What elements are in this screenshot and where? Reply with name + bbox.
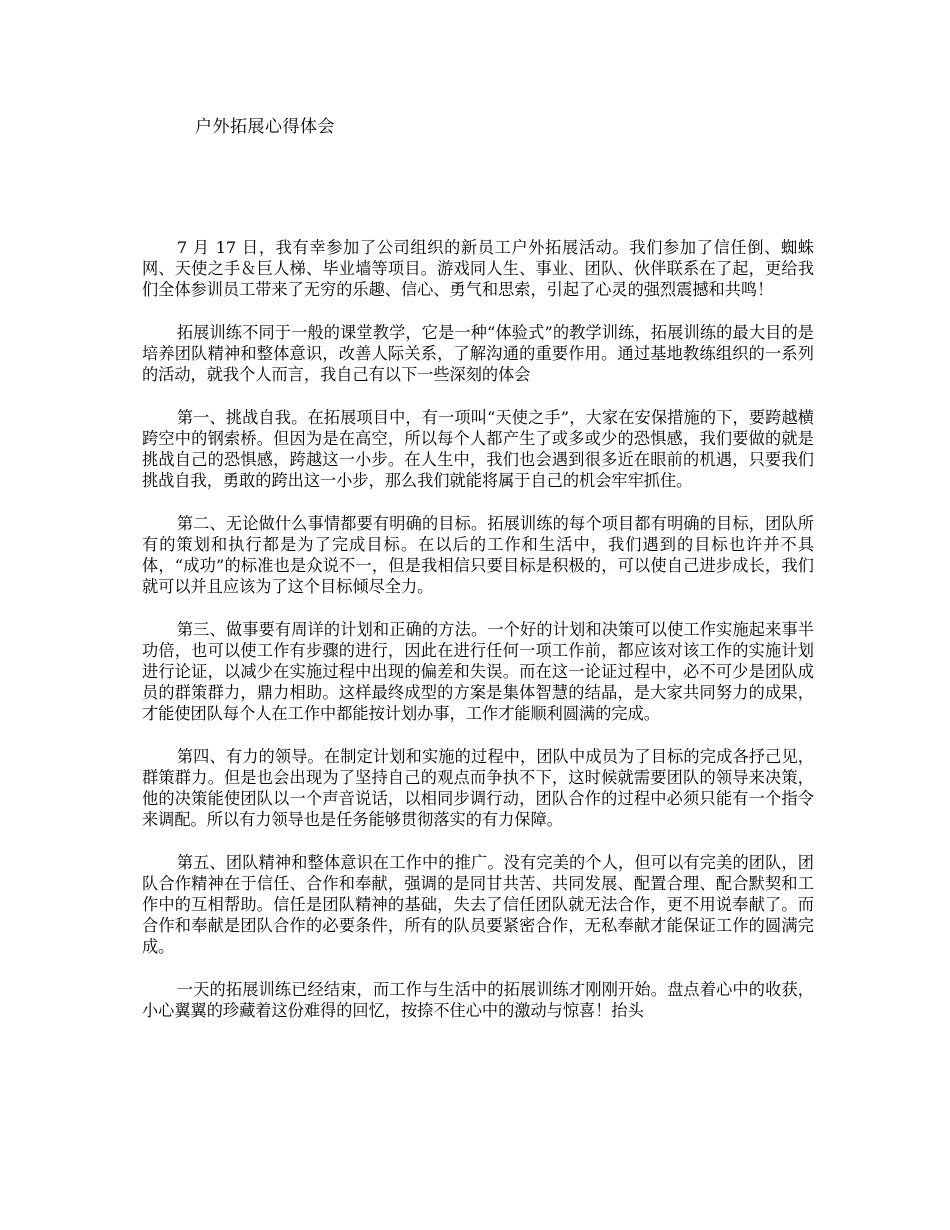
paragraph-point-2: 第二、无论做什么事情都要有明确的目标。拓展训练的每个项目都有明确的目标，团队所有的策划和执行都是为了完成目标。在以后的工作和生活中，我们遇到的目标也许并不具体，“成功”的标准也是众说不一，但是我相信只要目标是积极的，可以使自己进步成长，我们就可以并且应该为了这个目标倾尽全力。 bbox=[142, 514, 814, 596]
paragraph-point-4: 第四、有力的领导。在制定计划和实施的过程中，团队中成员为了目标的完成各抒己见，群策群力。但是也会出现为了坚持自己的观点而争执不下，这时候就需要团队的领导来决策，他的决策能使团队以一个声音说话，以相同步调行动，团队合作的过程中必须只能有一个指令来调配。所以有力领导也是任务能够贯彻落实的有力保障。 bbox=[142, 747, 814, 829]
document-title: 户外拓展心得体会 bbox=[195, 117, 335, 137]
document-body bbox=[142, 237, 814, 1021]
paragraph-point-3: 第三、做事要有周详的计划和正确的方法。一个好的计划和决策可以使工作实施起来事半功倍，也可以使工作有步骤的进行，因此在进行任何一项工作前，都应该对该工作的实施计划进行论证，以减少在实施过程中出现的偏差和失误。而在这一论证过程中，必不可少是团队成员的群策群力，鼎力相助。这样最终成型的方案是集体智慧的结晶，是大家共同努力的成果，才能使团队每个人在工作中都能按计划办事，工作才能顺利圆满的完成。 bbox=[142, 620, 814, 723]
paragraph-point-1: 第一、挑战自我。在拓展项目中，有一项叫“天使之手”，大家在安保措施的下，要跨越横跨空中的钢索桥。但因为是在高空，所以每个人都产生了或多或少的恐惧感，我们要做的就是挑战自己的恐惧感，跨越这一小步。在人生中，我们也会遇到很多近在眼前的机遇，只要我们挑战自我，勇敢的跨出这一小步，那么我们就能将属于自己的机会牢牢抓住。 bbox=[142, 408, 814, 490]
paragraph-intro: 7 月 17 日，我有幸参加了公司组织的新员工户外拓展活动。我们参加了信任倒、蜘蛛网、天使之手＆巨人梯、毕业墙等项目。游戏同人生、事业、团队、伙伴联系在了起，更给我们全体参训员工带来了无穷的乐趣、信心、勇气和思索，引起了心灵的强烈震撼和共鸣！ bbox=[142, 238, 814, 299]
paragraph-overview: 拓展训练不同于一般的课堂教学，它是一种“体验式”的教学训练，拓展训练的最大目的是培养团队精神和整体意识，改善人际关系，了解沟通的重要作用。通过基地教练组织的一系列的活动，就我个人而言，我自己有以下一些深刻的体会 bbox=[142, 323, 814, 384]
paragraph-conclusion: 一天的拓展训练已经结束，而工作与生活中的拓展训练才刚刚开始。盘点着心中的收获，小心翼翼的珍藏着这份难得的回忆，按捺不住心中的激动与惊喜！抬头 bbox=[142, 980, 814, 1020]
paragraph-point-5: 第五、团队精神和整体意识在工作中的推广。没有完美的个人，但可以有完美的团队，团队合作精神在于信任、合作和奉献，强调的是同甘共苦、共同发展、配置合理、配合默契和工作中的互相帮助。信任是团队精神的基础，失去了信任团队就无法合作，更不用说奉献了。而合作和奉献是团队合作的必要条件，所有的队员要紧密合作，无私奉献才能保证工作的圆满完成。 bbox=[142, 853, 814, 956]
